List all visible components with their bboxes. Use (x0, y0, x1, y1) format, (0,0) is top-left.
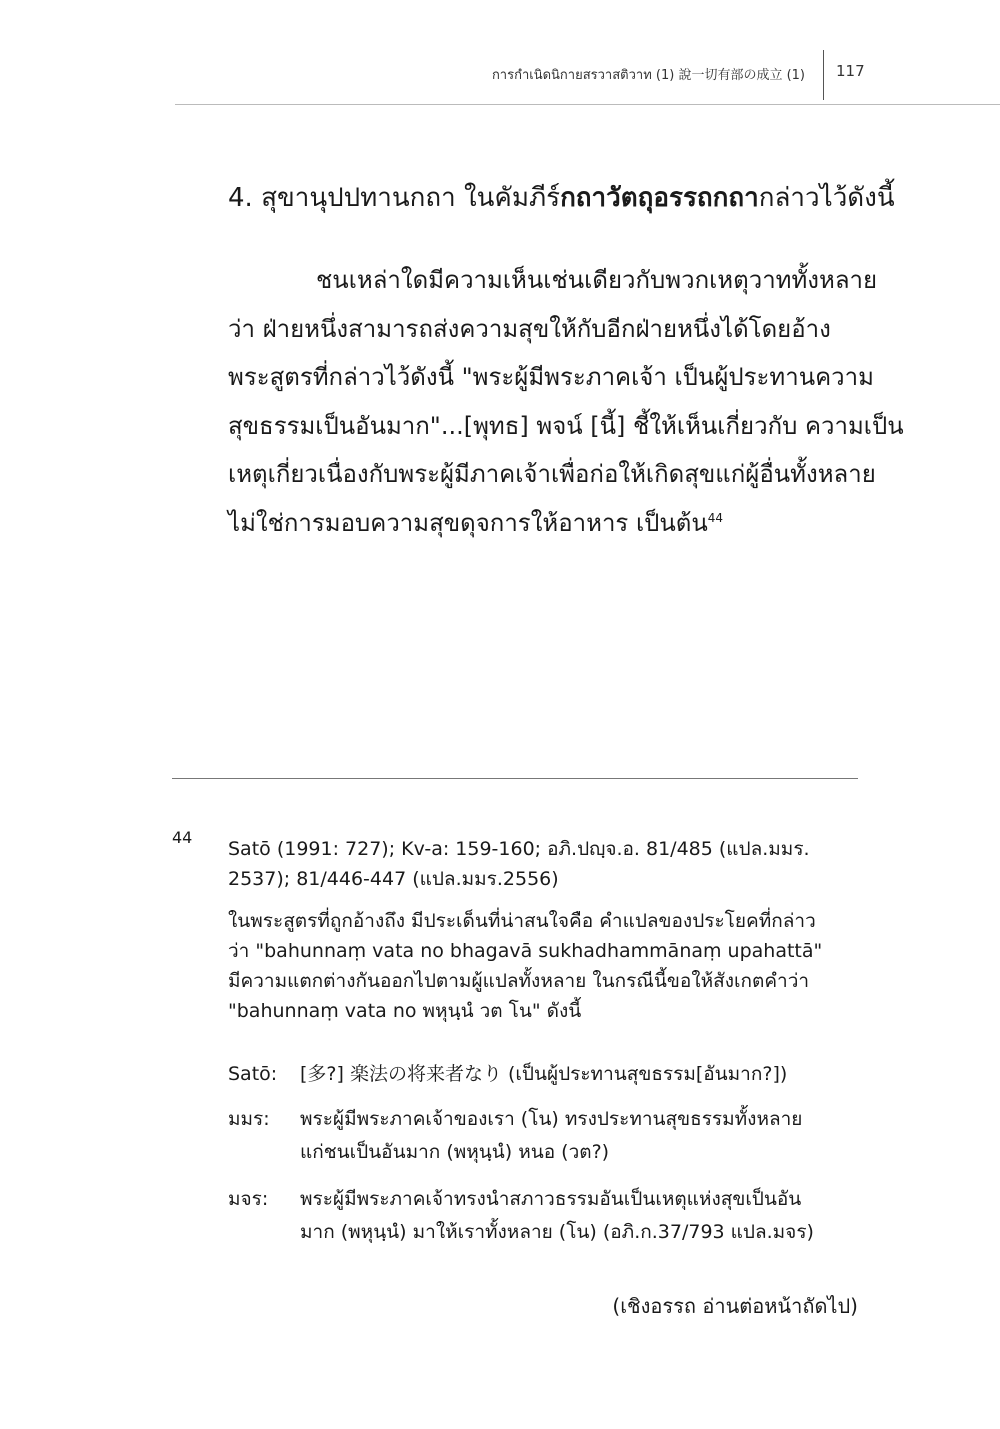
footnote-paragraph-line: มีความแตกต่างกันออกไปตามผู้แปลทั้งหลาย ในกรณีนี้ขอให้สังเกตคำว่า (228, 970, 810, 992)
continued-on-next-page-note: (เชิงอรรถ อ่านต่อหน้าถัดไป) (612, 1294, 858, 1318)
section-heading (228, 178, 895, 218)
quote-line-text: ไม่ใช่การมอบความสุขดุจการให้อาหาร เป็นต้น (228, 508, 708, 537)
quote-line: เหตุเกี่ยวเนื่องกับพระผู้มีภาคเจ้าเพื่อก่อให้เกิดสุขแก่ผู้อื่นทั้งหลาย (228, 460, 876, 488)
translation-line: [多?] 楽法の将来者なり (เป็นผู้ประทานสุขธรรม[อันมาก?]) (300, 1063, 788, 1085)
quote-line: พระสูตรที่กล่าวไว้ดังนี้ "พระผู้มีพระภาคเจ้า เป็นผู้ประทานความ (228, 363, 874, 391)
translation-text (300, 1183, 868, 1249)
running-header-title: การกำเนิดนิกายสรวาสติวาท (1) 說一切有部の成立 (1) (491, 68, 805, 83)
translation-line: พระผู้มีพระภาคเจ้าของเรา (โน) ทรงประทานสุขธรรมทั้งหลาย (300, 1108, 803, 1130)
footnote-marker[interactable]: 44 (707, 510, 724, 525)
footnote-paragraph-line: ว่า "bahunnaṃ vata no bhagavā sukhadhammānaṃ upahattā" (228, 940, 823, 962)
section-heading-prefix: 4. สุขานุปปทานกถา ในคัมภีร์ (228, 183, 561, 213)
footnote-number: 44 (172, 828, 193, 847)
translation-line: พระผู้มีพระภาคเจ้าทรงนำสภาวธรรมอันเป็นเหตุแห่งสุขเป็นอัน (300, 1188, 802, 1210)
quote-line: ชนเหล่าใดมีความเห็นเช่นเดียวกับพวกเหตุวาททั้งหลาย (316, 266, 878, 294)
section-heading-bold-title: กถาวัตถุอรรถกถา (560, 183, 759, 213)
translation-text (300, 1103, 868, 1169)
footnote-paragraph-line: ในพระสูตรที่ถูกอ้างถึง มีประเด็นที่น่าสนใจคือ คำแปลของประโยคที่กล่าว (228, 910, 816, 932)
translation-line: แก่ชนเป็นอันมาก (พหุนฺนํ) หนอ (วต?) (300, 1141, 610, 1163)
footnote-separator (172, 778, 858, 779)
quote-line-last (228, 499, 860, 548)
footnote-reference-line: Satō (1991: 727); Kv-a: 159-160; อภิ.ปญฺจ.อ. 81/485 (แปล.มมร. (228, 838, 810, 860)
translation-label: มมร: (228, 1108, 270, 1130)
section-heading-suffix: กล่าวไว้ดังนี้ (758, 183, 895, 213)
translation-text (300, 1058, 868, 1091)
footnote-paragraph-line: "bahunnaṃ vata no พหุนฺนํ วต โน" ดังนี้ (228, 1000, 582, 1022)
page-number: 117 (836, 62, 865, 80)
translation-label: Satō: (228, 1063, 278, 1085)
translation-line: มาก (พหุนฺนํ) มาให้เราทั้งหลาย (โน) (อภิ.ก.37/793 แปล.มจร) (300, 1221, 814, 1243)
quoted-paragraph (228, 256, 904, 547)
quote-line: สุขธรรมเป็นอันมาก"...[พุทธ] พจน์ [นี้] ชี้ให้เห็นเกี่ยวกับ ความเป็น (228, 411, 904, 440)
header-vertical-divider (823, 50, 824, 100)
translation-label: มจร: (228, 1188, 269, 1210)
footnote-paragraph (228, 906, 863, 1026)
footnote-reference-line: 2537); 81/446-447 (แปล.มมร.2556) (228, 868, 559, 890)
footnote-reference (228, 834, 863, 894)
quote-line: ว่า ฝ่ายหนึ่งสามารถส่งความสุขให้กับอีกฝ่ายหนึ่งได้โดยอ้าง (228, 314, 831, 343)
header-horizontal-rule (175, 104, 1000, 105)
